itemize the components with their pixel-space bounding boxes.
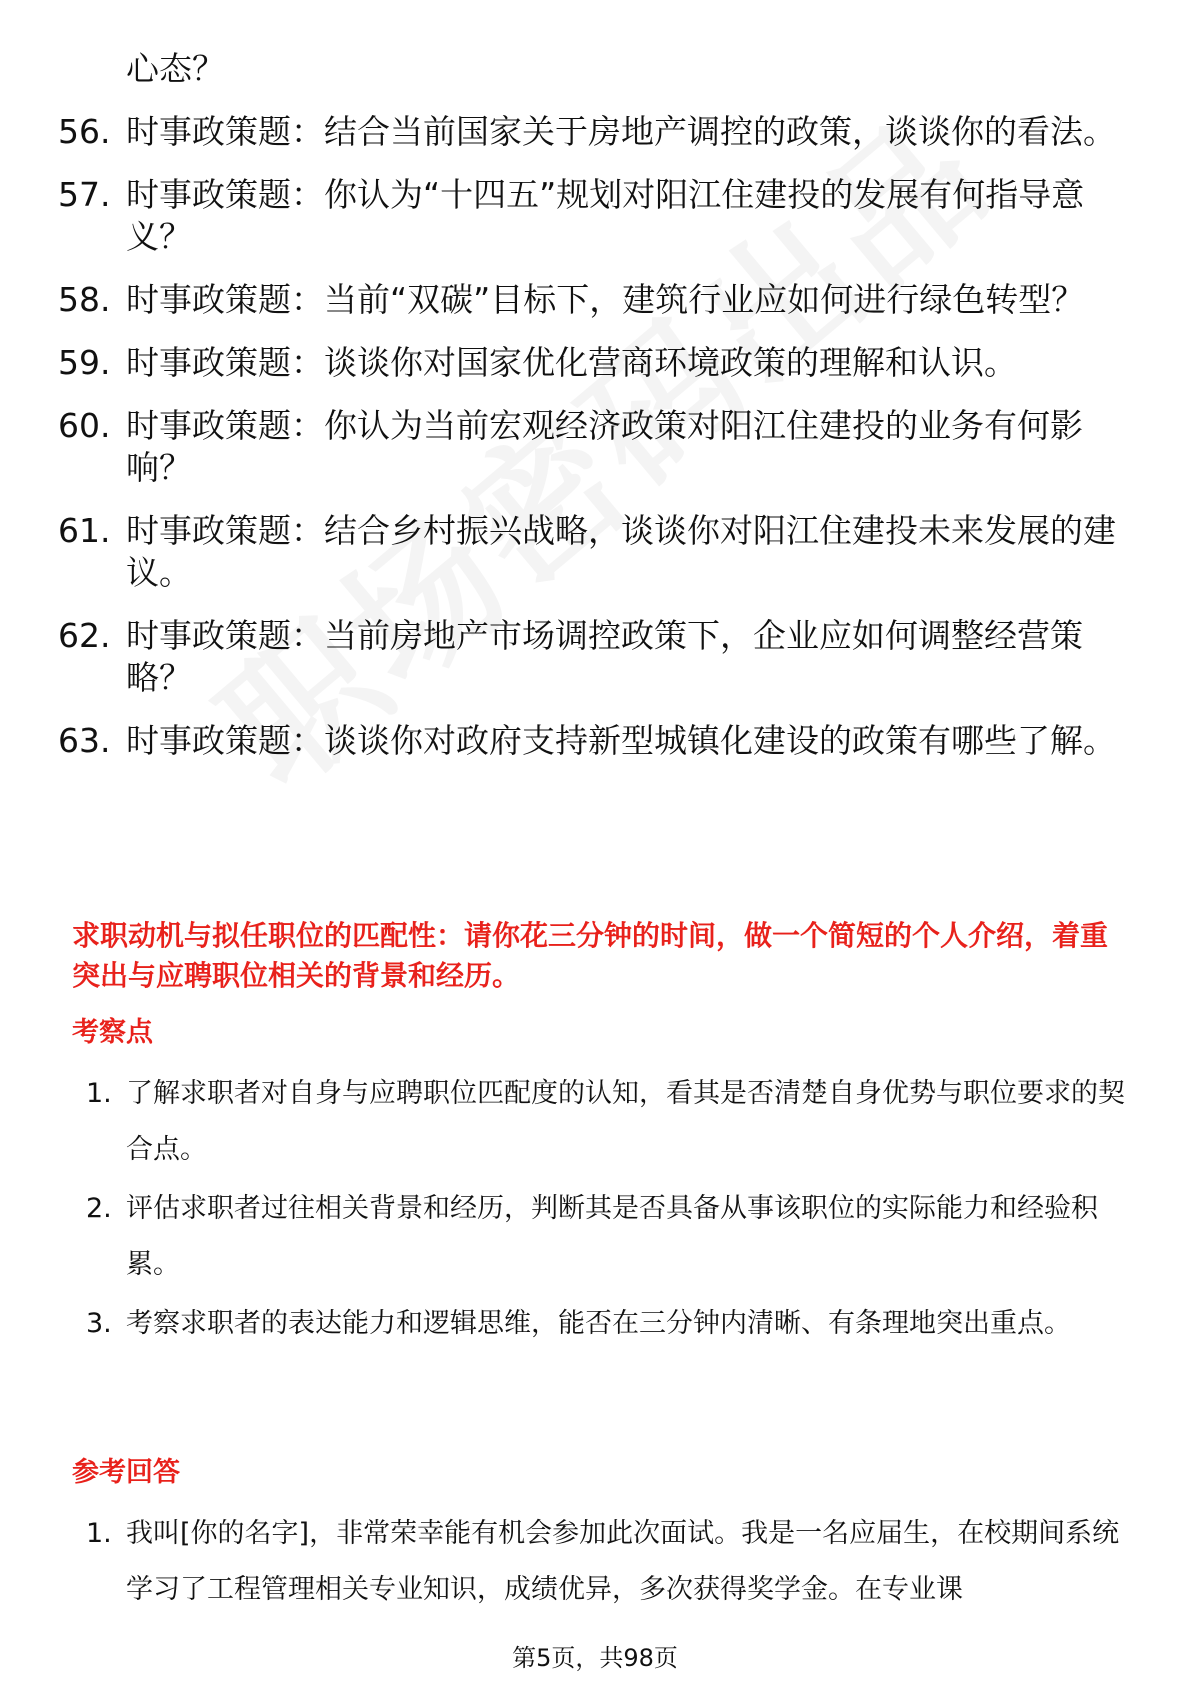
- question-text: 时事政策题：谈谈你对政府支持新型城镇化建设的政策有哪些了解。: [126, 721, 1116, 760]
- question-number: 56.: [58, 112, 111, 151]
- question-number: 58.: [58, 280, 111, 319]
- question-number: 59.: [58, 343, 111, 382]
- list-number: 3.: [86, 1308, 112, 1339]
- question-text: 时事政策题：结合当前国家关于房地产调控的政策，谈谈你的看法。: [126, 112, 1116, 151]
- question-item: [58, 615, 1128, 699]
- question-text: 时事政策题：你认为“十四五”规划对阳江住建投的发展有何指导意义？: [126, 175, 1085, 256]
- question-item: [58, 720, 1128, 762]
- question-number: 63.: [58, 721, 111, 760]
- list-text: 评估求职者过往相关背景和经历，判断其是否具备从事该职位的实际能力和经验积累。: [126, 1193, 1098, 1280]
- list-number: 1.: [86, 1518, 112, 1549]
- section-question: 求职动机与拟任职位的匹配性：请你花三分钟的时间，做一个简短的个人介绍，着重突出与应聘职位相关的背景和经历。: [72, 919, 1109, 992]
- list-number: 1.: [86, 1078, 112, 1109]
- question-item: [58, 342, 1128, 384]
- list-number: 2.: [86, 1193, 112, 1224]
- question-text: 心态？: [126, 49, 225, 88]
- list-item: [86, 1181, 1132, 1293]
- question-item: [58, 405, 1128, 489]
- list-text: 考察求职者的表达能力和逻辑思维，能否在三分钟内清晰、有条理地突出重点。: [126, 1308, 1071, 1339]
- reference-answer-list: [86, 1506, 1132, 1621]
- question-list: [58, 48, 1128, 783]
- question-number: 62.: [58, 616, 111, 655]
- question-text: 时事政策题：当前“双碳”目标下，建筑行业应如何进行绿色转型？: [126, 280, 1085, 319]
- question-number: 61.: [58, 511, 111, 550]
- question-item: [58, 279, 1128, 321]
- exam-points-heading: 考察点: [72, 1017, 153, 1048]
- question-item: [58, 174, 1128, 258]
- list-text: 我叫[你的名字]，非常荣幸能有机会参加此次面试。我是一名应届生，在校期间系统学习了工程管理相关专业知识，成绩优异，多次获得奖学金。在专业课: [126, 1518, 1120, 1605]
- page-footer: 第5页，共98页: [512, 1644, 678, 1672]
- question-number: 60.: [58, 406, 111, 445]
- list-item: [86, 1296, 1132, 1352]
- question-number: 57.: [58, 175, 111, 214]
- question-text: 时事政策题：当前房地产市场调控政策下，企业应如何调整经营策略？: [126, 616, 1083, 697]
- question-text: 时事政策题：结合乡村振兴战略，谈谈你对阳江住建投未来发展的建议。: [126, 511, 1116, 592]
- question-item: [58, 48, 1128, 90]
- reference-answer-heading: 参考回答: [72, 1457, 180, 1488]
- question-text: 时事政策题：你认为当前宏观经济政策对阳江住建投的业务有何影响？: [126, 406, 1083, 487]
- list-text: 了解求职者对自身与应聘职位匹配度的认知，看其是否清楚自身优势与职位要求的契合点。: [126, 1078, 1125, 1165]
- list-item: [86, 1506, 1132, 1618]
- question-item: [58, 111, 1128, 153]
- question-text: 时事政策题：谈谈你对国家优化营商环境政策的理解和认识。: [126, 343, 1017, 382]
- exam-points-list: [86, 1066, 1132, 1355]
- question-item: [58, 510, 1128, 594]
- list-item: [86, 1066, 1132, 1178]
